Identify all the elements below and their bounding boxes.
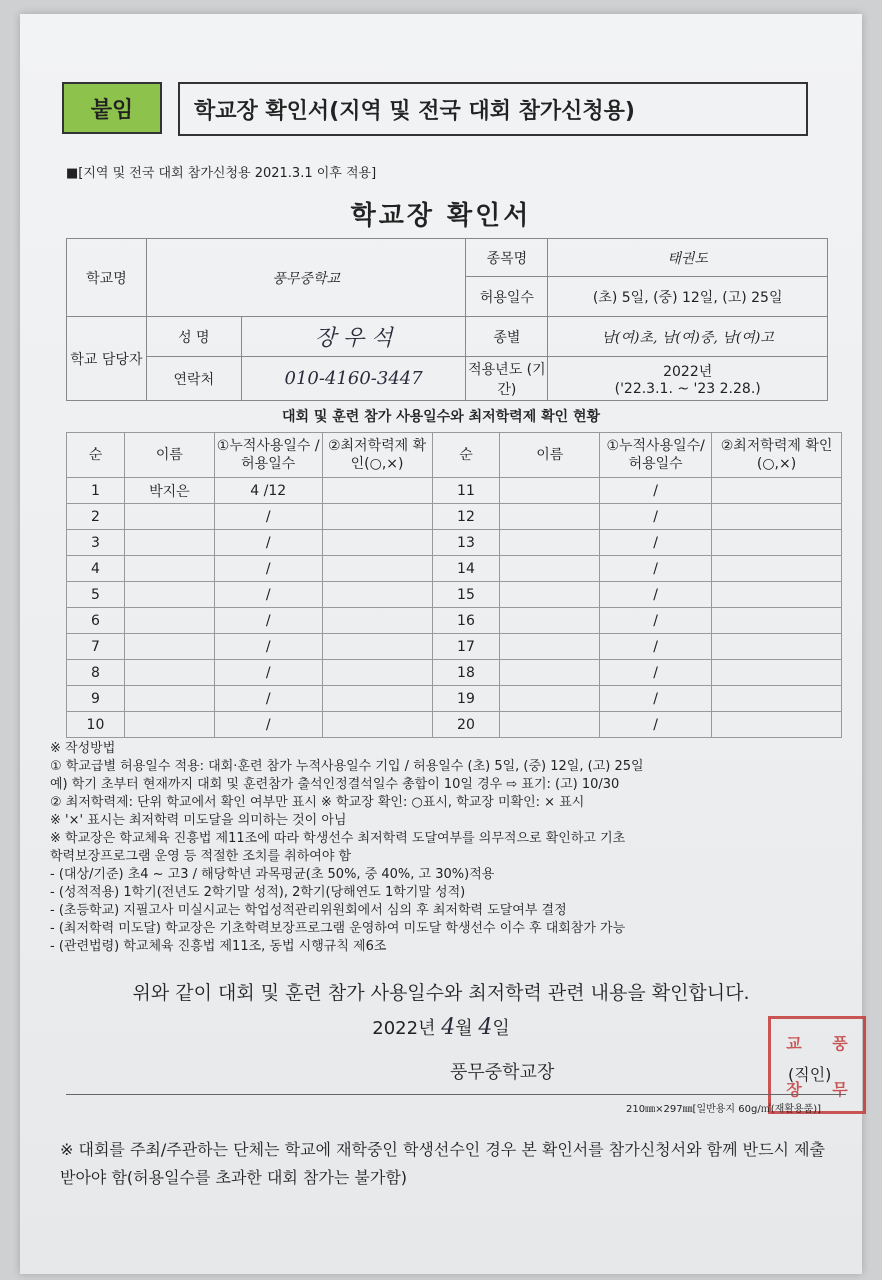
student-name [500,712,600,738]
academic-check [712,478,842,504]
school-label: 학교명 [67,239,147,317]
instruction-line: ※ 학교장은 학교체육 진흥법 제11조에 따라 학생선수 최저학력 도달여부를 의무적으로 확인하고 기초 [50,831,626,846]
table-row [67,660,842,686]
header-title: 학교장 확인서(지역 및 전국 대회 참가신청용) [178,82,808,136]
year-value: 2022년 [663,363,713,380]
academic-check [712,660,842,686]
days-used: / [600,686,712,712]
header-no-right: 순 [432,433,500,478]
days-used: / [600,504,712,530]
row-number: 20 [432,712,500,738]
days-used: / [600,634,712,660]
date-month: 4 [441,1015,456,1040]
period-value: ('22.3.1. ~ '23 2.28.) [614,380,761,397]
roster-table [66,432,842,738]
instruction-line: 학력보장프로그램 운영 등 적절한 조치를 취하여야 함 [50,849,352,864]
attachment-badge: 붙임 [62,82,162,134]
instructions [50,740,850,956]
student-name [124,582,214,608]
header-name: 이름 [124,433,214,478]
row-number: 15 [432,582,500,608]
manager-label: 학교 담당자 [67,317,147,401]
academic-check [712,712,842,738]
academic-check [712,582,842,608]
academic-check [322,686,432,712]
student-name [500,634,600,660]
table-row [67,478,842,504]
row-number: 8 [67,660,125,686]
header-days-right: ①누적사용일수/ 허용일수 [600,433,712,478]
date-year: 2022년 [372,1018,436,1039]
contact-label: 연락처 [146,357,241,401]
year-cell [548,357,828,401]
row-number: 6 [67,608,125,634]
row-number: 16 [432,608,500,634]
roster-subtitle: 대회 및 훈련 참가 사용일수와 최저학력제 확인 현황 [281,409,601,425]
academic-check [322,634,432,660]
student-name [124,504,214,530]
days-used: / [214,686,322,712]
student-name [124,634,214,660]
row-number: 17 [432,634,500,660]
name-label: 성 명 [146,317,241,357]
instruction-line: ※ 작성방법 [50,741,116,756]
category-label: 종별 [466,317,548,357]
student-name [500,556,600,582]
date-day: 4 [478,1015,493,1040]
academic-check [322,478,432,504]
student-name [500,530,600,556]
days-used: 4 /12 [214,478,322,504]
instruction-line: - (대상/기준) 초4 ~ 고3 / 해당학년 과목평균(초 50%, 중 40%, 고 30%)적용 [50,867,495,882]
official-seal: 교 풍 장 무 [768,1016,866,1114]
row-number: 7 [67,634,125,660]
days-used: / [600,608,712,634]
academic-check [322,712,432,738]
footer-note: ※ 대회를 주최/주관하는 단체는 학교에 재학중인 학생선수인 경우 본 확인서를 참가신청서와 함께 반드시 제출받아야 함(허용일수를 초과한 대회 참가는 불가함) [60,1140,825,1187]
category-value: 남(여)초, 남(여)중, 남(여)고 [548,317,828,357]
student-name [124,686,214,712]
seal-label: (직인) [788,1065,832,1084]
table-row [67,582,842,608]
row-number: 10 [67,712,125,738]
days-used: / [600,582,712,608]
student-name [500,582,600,608]
principal-name: 풍무중학교장 [450,1062,555,1083]
instruction-line: - (성적적용) 1학기(전년도 2학기말 성적), 2학기(당해연도 1학기말 성적) [50,885,466,900]
student-name [124,660,214,686]
school-value: 풍무중학교 [146,239,466,317]
instruction-line: - (관련법령) 학교체육 진흥법 제11조, 동법 시행규칙 제6조 [50,939,387,954]
row-number: 19 [432,686,500,712]
academic-check [712,530,842,556]
days-used: / [600,478,712,504]
issue-date [0,1014,882,1040]
table-row [67,686,842,712]
days-used: / [600,712,712,738]
row-number: 9 [67,686,125,712]
applicability-note: ■[지역 및 전국 대회 참가신청용 2021.3.1 이후 적용] [66,166,377,181]
header-days: ①누적사용일수 /허용일수 [214,433,322,478]
row-number: 14 [432,556,500,582]
table-row [67,530,842,556]
student-name [124,608,214,634]
student-name [500,478,600,504]
row-number: 3 [67,530,125,556]
confirm-statement: 위와 같이 대회 및 훈련 참가 사용일수와 최저학력 관련 내용을 확인합니다. [132,982,750,1004]
table-row [67,504,842,530]
table-row [67,556,842,582]
student-name [500,660,600,686]
row-number: 11 [432,478,500,504]
days-used: / [214,504,322,530]
table-row [67,608,842,634]
divider [66,1094,846,1095]
instruction-line: ② 최저학력제: 단위 학교에서 확인 여부만 표시 ※ 학교장 확인: ○표시, 학교장 미확인: × 표시 [50,795,585,810]
allowed-days-label: 허용일수 [466,277,548,317]
event-value: 태권도 [548,239,828,277]
school-info-table [66,238,828,401]
paper-spec: 210㎜×297㎜[일반용지 60g/㎡(재활용품)] [626,1104,822,1115]
academic-check [322,582,432,608]
header-no: 순 [67,433,125,478]
name-signature: 장 우 석 [241,317,466,357]
header-academic-right: ②최저학력제 확인(○,×) [712,433,842,478]
academic-check [322,530,432,556]
row-number: 5 [67,582,125,608]
days-used: / [214,660,322,686]
academic-check [712,608,842,634]
row-number: 2 [67,504,125,530]
roster-body [67,478,842,738]
student-name [500,504,600,530]
days-used: / [600,530,712,556]
year-label: 적용년도 (기간) [466,357,548,401]
student-name [124,530,214,556]
row-number: 4 [67,556,125,582]
event-label: 종목명 [466,239,548,277]
academic-check [712,556,842,582]
academic-check [322,660,432,686]
header-academic: ②최저학력제 확인(○,×) [322,433,432,478]
days-used: / [214,556,322,582]
table-row [67,634,842,660]
date-month-unit: 월 [455,1018,473,1039]
instruction-line: - (초등학교) 지필고사 미실시교는 학업성적관리위원회에서 심의 후 최저학력 도달여부 결정 [50,903,567,918]
allowed-days-value: (초) 5일, (중) 12일, (고) 25일 [548,277,828,317]
academic-check [322,556,432,582]
instruction-line: ※ '×' 표시는 최저학력 미도달을 의미하는 것이 아님 [50,813,347,828]
days-used: / [214,530,322,556]
instruction-line: 예) 학기 초부터 현재까지 대회 및 훈련참가 출석인정결석일수 총합이 10일 경우 ⇨ 표기: (고) 10/30 [50,777,620,792]
student-name [124,556,214,582]
academic-check [712,634,842,660]
row-number: 18 [432,660,500,686]
table-row [67,712,842,738]
days-used: / [214,712,322,738]
student-name [124,712,214,738]
academic-check [322,504,432,530]
instruction-line: ① 학교급별 허용일수 적용: 대회·훈련 참가 누적사용일수 기입 / 허용일수 (초) 5일, (중) 12일, (고) 25일 [50,759,644,774]
header-name-right: 이름 [500,433,600,478]
student-name [500,686,600,712]
row-number: 12 [432,504,500,530]
contact-value: 010-4160-3447 [241,357,466,401]
academic-check [712,686,842,712]
days-used: / [600,660,712,686]
days-used: / [214,608,322,634]
date-day-unit: 일 [492,1018,510,1039]
student-name [500,608,600,634]
academic-check [712,504,842,530]
row-number: 1 [67,478,125,504]
days-used: / [214,582,322,608]
document-title: 학교장 확인서 [350,201,532,231]
row-number: 13 [432,530,500,556]
days-used: / [214,634,322,660]
academic-check [322,608,432,634]
instruction-line: - (최저학력 미도달) 학교장은 기초학력보장프로그램 운영하여 미도달 학생선수 이수 후 대회참가 가능 [50,921,626,936]
days-used: / [600,556,712,582]
student-name: 박지은 [124,478,214,504]
